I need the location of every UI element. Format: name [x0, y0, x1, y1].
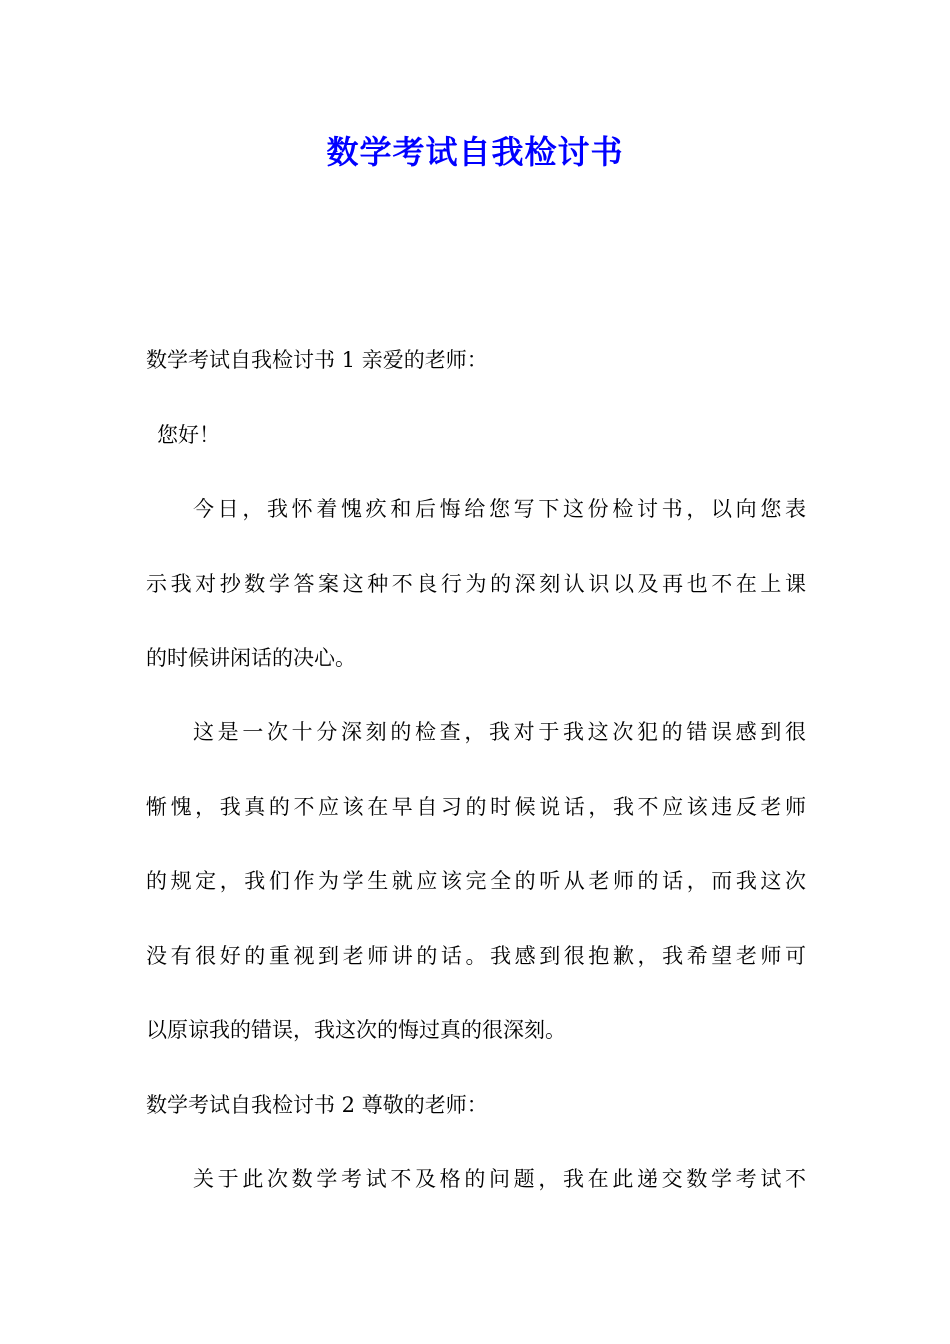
paragraph-line: 没有很好的重视到老师讲的话。我感到很抱歉，我希望老师可 [146, 944, 806, 968]
section-heading-2: 数学考试自我检讨书 2 尊敬的老师： [146, 1093, 488, 1117]
paragraph-line: 关于此次数学考试不及格的问题，我在此递交数学考试不 [193, 1167, 806, 1191]
paragraph-line: 惭愧，我真的不应该在早自习的时候说话，我不应该违反老师 [146, 795, 806, 819]
document-title: 数学考试自我检讨书 [326, 133, 624, 171]
paragraph-line: 以原谅我的错误，我这次的悔过真的很深刻。 [146, 1018, 566, 1042]
paragraph-line: 今日，我怀着愧疚和后悔给您写下这份检讨书，以向您表 [193, 497, 806, 521]
paragraph-line: 示我对抄数学答案这种不良行为的深刻认识以及再也不在上课 [146, 572, 806, 596]
paragraph-line: 的时候讲闲话的决心。 [146, 646, 356, 670]
section-heading-1: 数学考试自我检讨书 1 亲爱的老师： [146, 348, 488, 372]
paragraph-line: 的规定，我们作为学生就应该完全的听从老师的话，而我这次 [146, 869, 806, 893]
paragraph-line: 这是一次十分深刻的检查，我对于我这次犯的错误感到很 [193, 720, 806, 744]
greeting-line: 您好！ [157, 423, 220, 447]
